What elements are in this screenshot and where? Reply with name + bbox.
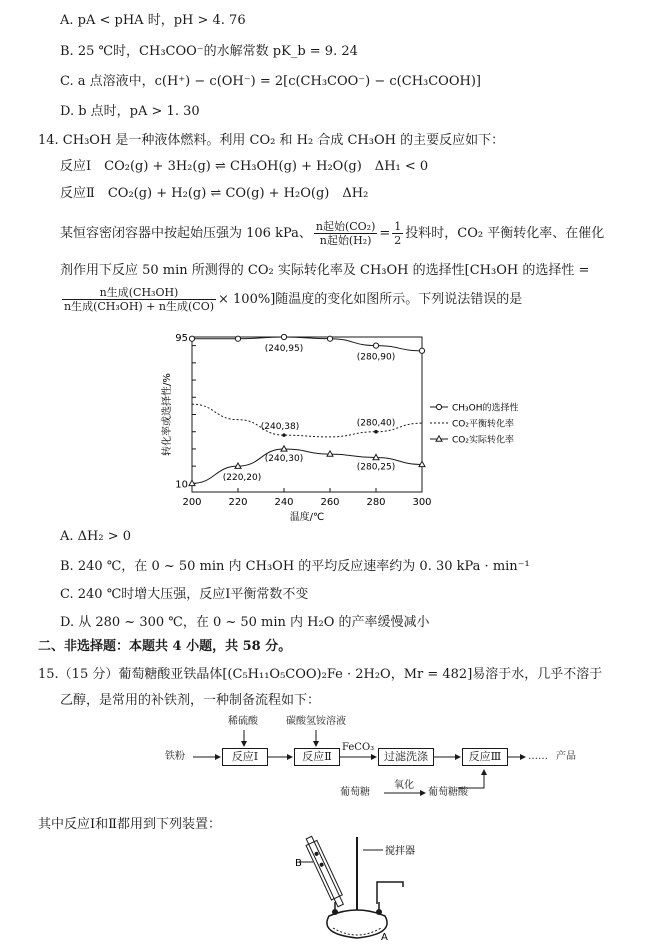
selectivity-point [327,336,332,341]
x-tick-label: 300 [412,497,432,508]
x-tick-label: 220 [228,497,248,508]
q14-stem: 14. CH₃OH 是一种液体燃料。利用 CO₂ 和 H₂ 合成 CH₃OH 的主要反应如下： [38,133,505,148]
flow-dots: …… [528,751,548,762]
legend-label-0: CH₃OH的选择性 [452,403,519,414]
condenser [304,835,347,908]
flow-gluconic-acid: 葡萄糖酸 [428,787,468,798]
data-annotation: (240,30) [264,453,304,464]
flow-end: 产品 [556,751,576,762]
q13-option-c: C. a 点溶液中，c(H⁺) − c(OH⁻) = 2[c(CH₃COO⁻) − c(CH₃COOH)] [60,74,481,89]
selectivity-point [189,336,194,341]
x-tick-label: 240 [274,497,294,508]
q14-p3: × 100%]随温度的变化如图所示。下列说法错误的是 [218,292,523,307]
gluconic-arrow [458,770,484,788]
q14-option-c: C. 240 ℃时增大压强，反应Ⅰ平衡常数不变 [60,587,309,602]
equilibrium-point [282,433,286,437]
half-fraction [392,220,403,247]
flow-oxidize: 氧化 [394,780,414,791]
data-annotation: (280,25) [356,462,396,473]
q14-paragraph-3 [60,284,522,316]
q14-p1b: = [379,226,391,241]
q13-option-a: A. pA < pHA 时，pH > 4. 76 [60,13,246,28]
flow-box-3: 过滤洗涤 [378,748,434,766]
x-tick-label: 260 [320,497,340,508]
q13-option-d: D. b 点时，pA > 1. 30 [60,104,200,119]
legend-marker-0 [436,404,441,409]
selectivity-denominator: n生成(CH₃OH) + n生成(CO) [64,300,215,313]
series-line-0 [192,337,422,351]
side-tube [377,882,403,904]
flow-box-1: 反应Ⅰ [222,748,268,766]
flow-glucose: 葡萄糖 [340,787,370,798]
selectivity-point [419,348,424,353]
q14-option-b: B. 240 ℃，在 0 ~ 50 min 内 CH₃OH 的平均反应速率约为 0. 30 kPa · min⁻¹ [60,559,530,574]
q14-option-d: D. 从 280 ~ 300 ℃，在 0 ~ 50 min 内 H₂O 的产率缓慢减小 [60,615,430,630]
data-annotation: (280,40) [356,418,396,429]
flow-reagent-1: 稀硫酸 [228,716,258,727]
q14-paragraph-1 [60,218,604,250]
legend-label-1: CO₂平衡转化率 [452,419,514,430]
data-annotation: (220,20) [222,473,262,484]
apparatus-drawing [285,832,445,942]
q14-reaction-1: 反应Ⅰ CO₂(g) + 3H₂(g) ⇌ CH₃OH(g) + H₂O(g) ΔH₁ < 0 [60,159,429,174]
data-annotation: (240,95) [264,344,304,354]
q14-p1a: 某恒容密闭容器中按起始压强为 106 kPa、 [60,226,312,241]
q15-line-3: 其中反应Ⅰ和Ⅱ都用到下列装置： [38,817,221,832]
flow-box-4: 反应Ⅲ [462,748,508,766]
selectivity-point [281,334,286,339]
flow-start: 铁粉 [165,751,185,762]
q13-option-b: B. 25 ℃时，CH₃COO⁻的水解常数 pK_b = 9. 24 [60,44,358,59]
conversion-selectivity-chart [150,325,530,525]
x-tick-label: 200 [182,497,202,508]
data-annotation: (240,38) [260,422,300,433]
legend-label-2: CO₂实际转化率 [452,435,514,446]
y-tick-label: 10 [175,479,188,491]
flow-box-2: 反应Ⅱ [294,748,340,766]
section-2-heading: 二、非选择题：本题共 4 小题，共 58 分。 [38,639,292,654]
q15-line-2: 乙醇，是常用的补铁剂，一种制备流程如下： [60,693,321,708]
y-tick-label-top: 95 [175,333,188,344]
half-numerator: 1 [394,220,402,233]
flow-intermediate: FeCO₃ [342,742,375,753]
label-stirrer: 搅拌器 [385,846,415,857]
actual-conversion-point [281,446,287,451]
q14-option-a: A. ΔH₂ > 0 [60,529,132,544]
selectivity-point [235,336,240,341]
y-axis-label: 转化率或选择性/% [162,373,173,456]
q14-reaction-2: 反应Ⅱ CO₂(g) + H₂(g) ⇌ CO(g) + H₂O(g) ΔH₂ [60,186,369,201]
feed-ratio-numerator: n起始(CO₂) [315,220,376,233]
half-denominator: 2 [394,234,402,247]
data-annotation: (280,90) [356,352,396,363]
q14-paragraph-2: 剂作用下反应 50 min 所测得的 CO₂ 实际转化率及 CH₃OH 的选择性[CH₃OH 的选择性 = [60,263,590,278]
x-axis-label: 温度/℃ [289,512,325,523]
q15-line-1: 15.（15 分）葡萄糖酸亚铁晶体[(C₅H₁₁O₅COO)₂Fe · 2H₂O，Mr = 482]易溶于水，几乎不溶于 [38,667,603,682]
feed-ratio-denominator: n起始(H₂) [319,234,372,247]
selectivity-fraction [62,286,216,313]
label-a: A [381,932,388,942]
equilibrium-point [374,430,378,434]
selectivity-numerator: n生成(CH₃OH) [62,286,216,300]
feed-ratio-fraction [314,220,378,247]
x-tick-label: 280 [366,497,386,508]
selectivity-point [373,343,378,348]
label-b: B [295,858,302,869]
q14-p1c: 投料时，CO₂ 平衡转化率、在催化 [405,226,605,241]
flow-reagent-2: 碳酸氢铵溶液 [286,716,346,727]
